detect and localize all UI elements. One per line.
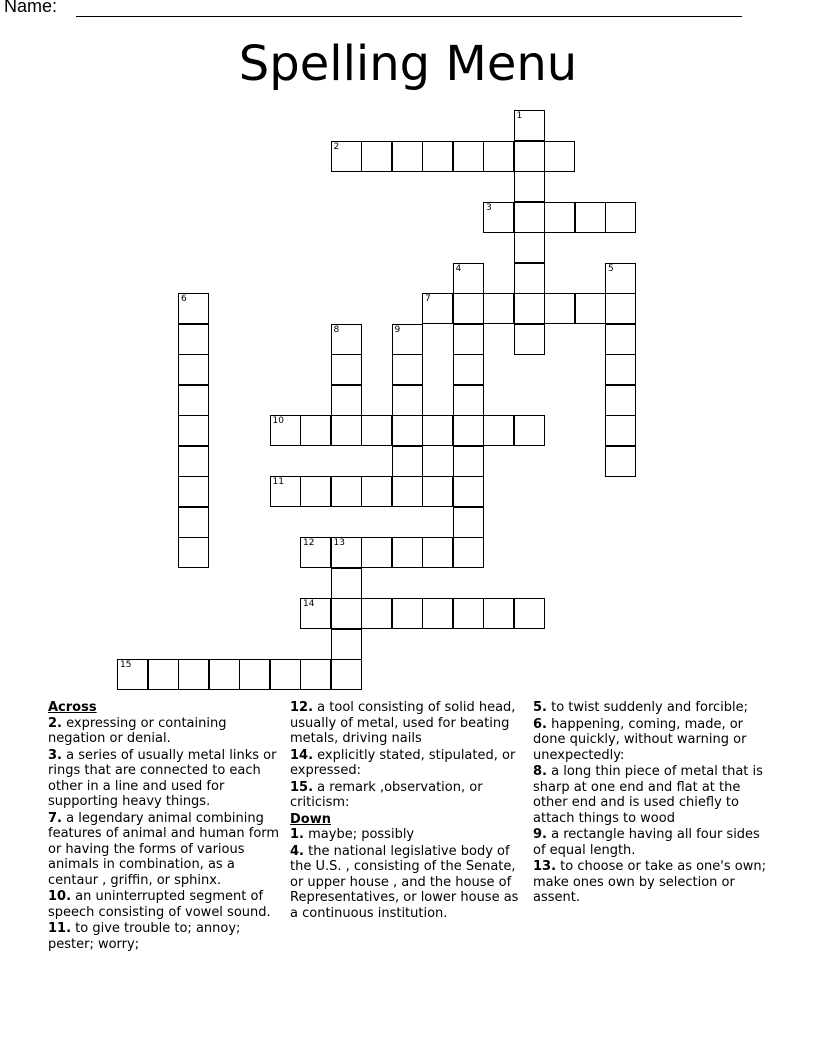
crossword-cell[interactable]	[514, 324, 545, 355]
crossword-cell[interactable]	[514, 171, 545, 202]
crossword-cell[interactable]	[514, 598, 545, 629]
crossword-cell[interactable]	[178, 324, 209, 355]
crossword-cell[interactable]	[331, 537, 362, 568]
crossword-cell[interactable]	[300, 476, 331, 507]
clue-number: 7	[425, 294, 431, 304]
crossword-cell[interactable]	[453, 385, 484, 416]
crossword-cell[interactable]	[239, 659, 270, 690]
crossword-cell[interactable]	[453, 263, 484, 294]
crossword-cell[interactable]	[605, 202, 636, 233]
crossword-cell[interactable]	[453, 598, 484, 629]
crossword-cell[interactable]	[392, 415, 423, 446]
crossword-cell[interactable]	[575, 202, 606, 233]
crossword-cell[interactable]	[605, 263, 636, 294]
crossword-cell[interactable]	[453, 324, 484, 355]
clue-number: 5	[608, 263, 614, 274]
name-label: Name:	[4, 0, 58, 16]
page-title: Spelling Menu	[238, 36, 578, 92]
clue-down-9: 9. a rectangle having all four sides of equal length.	[533, 827, 760, 858]
crossword-cell[interactable]	[178, 476, 209, 507]
crossword-cell[interactable]	[514, 293, 545, 324]
crossword-cell[interactable]	[331, 415, 362, 446]
crossword-cell[interactable]	[514, 202, 545, 233]
crossword-cell[interactable]	[331, 324, 362, 355]
crossword-cell[interactable]	[392, 141, 423, 172]
crossword-cell[interactable]	[178, 385, 209, 416]
crossword-cell[interactable]	[300, 415, 331, 446]
crossword-cell[interactable]	[331, 141, 362, 172]
crossword-cell[interactable]	[331, 354, 362, 385]
clue-across-7: 7. a legendary animal combining features of animal and human form or having the forms of various animals in combination, as a centaur , griffin, or sphinx.	[48, 810, 280, 888]
across-heading: Across	[48, 700, 97, 715]
crossword-cell[interactable]	[178, 659, 209, 690]
crossword-cell[interactable]	[544, 202, 575, 233]
clue-number: 4	[455, 263, 462, 274]
crossword-cell[interactable]	[331, 598, 362, 629]
crossword-cell[interactable]	[453, 415, 484, 446]
crossword-cell[interactable]	[483, 141, 514, 172]
crossword-cell[interactable]	[483, 293, 514, 324]
crossword-cell[interactable]	[270, 415, 301, 446]
crossword-cell[interactable]	[148, 659, 179, 690]
clue-number: 13	[333, 538, 345, 548]
crossword-cell[interactable]	[117, 659, 148, 690]
crossword-cell[interactable]	[361, 415, 392, 446]
clue-number: 6	[181, 294, 187, 304]
clue-number: 3	[486, 202, 492, 213]
crossword-cell[interactable]	[178, 446, 209, 477]
clue-down-4: 4. the national legislative body of the U.S. , consisting of the Senate, or upper house , and the house of Representatives, or lower house as a continuous institution.	[290, 843, 519, 921]
clues-column-1	[48, 700, 284, 953]
crossword-cell[interactable]	[178, 354, 209, 385]
crossword-cell[interactable]	[514, 141, 545, 172]
crossword-cell[interactable]	[514, 232, 545, 263]
crossword-cell[interactable]	[422, 537, 453, 568]
crossword-cell[interactable]	[331, 568, 362, 599]
clue-number: 15	[120, 660, 132, 670]
clue-number: 8	[333, 324, 340, 335]
crossword-cell[interactable]	[361, 476, 392, 507]
clue-across-14: 14. explicitly stated, stipulated, or expressed:	[290, 747, 516, 778]
crossword-cell[interactable]	[453, 537, 484, 568]
clue-down-8: 8. a long thin piece of metal that is sharp at one end and flat at the other end and is used chiefly to attach things to wood	[533, 764, 763, 826]
crossword-cell[interactable]	[544, 293, 575, 324]
crossword-cell[interactable]	[209, 659, 240, 690]
crossword-cell[interactable]	[178, 293, 209, 324]
crossword-cell[interactable]	[453, 446, 484, 477]
clue-number: 11	[272, 477, 284, 487]
clue-number: 12	[303, 538, 315, 548]
crossword-cell[interactable]	[605, 324, 636, 355]
crossword-cell[interactable]	[575, 293, 606, 324]
crossword-cell[interactable]	[392, 598, 423, 629]
crossword-cell[interactable]	[270, 659, 301, 690]
crossword-cell[interactable]	[514, 263, 545, 294]
crossword-cell[interactable]	[300, 659, 331, 690]
crossword-cell[interactable]	[453, 507, 484, 538]
crossword-cell[interactable]	[453, 476, 484, 507]
crossword-cell[interactable]	[361, 537, 392, 568]
crossword-cell[interactable]	[483, 598, 514, 629]
clues-column-3	[533, 700, 769, 907]
crossword-cell[interactable]	[422, 598, 453, 629]
crossword-cell[interactable]	[422, 141, 453, 172]
crossword-cell[interactable]	[331, 385, 362, 416]
crossword-cell[interactable]	[422, 293, 453, 324]
crossword-cell[interactable]	[331, 476, 362, 507]
crossword-cell[interactable]	[178, 507, 209, 538]
crossword-cell[interactable]	[453, 354, 484, 385]
crossword-cell[interactable]	[483, 415, 514, 446]
crossword-cell[interactable]	[300, 598, 331, 629]
crossword-cell[interactable]	[422, 415, 453, 446]
crossword-cell[interactable]	[605, 293, 636, 324]
clue-number: 14	[303, 599, 315, 609]
crossword-cell[interactable]	[605, 354, 636, 385]
clue-down-13: 13. to choose or take as one's own; make ones own by selection or assent.	[533, 859, 766, 905]
clue-across-2: 2. expressing or containing negation or denial.	[48, 715, 227, 746]
clue-down-1: 1. maybe; possibly	[290, 827, 415, 842]
clues-column-2	[290, 700, 522, 922]
down-heading: Down	[290, 811, 331, 827]
crossword-cell[interactable]	[514, 110, 545, 141]
crossword-cell[interactable]	[392, 446, 423, 477]
crossword-cell[interactable]	[605, 446, 636, 477]
clue-number: 2	[333, 141, 340, 152]
clue-across-10: 10. an uninterrupted segment of speech consisting of vowel sound.	[48, 889, 271, 920]
crossword-cell[interactable]	[544, 141, 575, 172]
clue-number: 1	[516, 111, 523, 121]
crossword-cell[interactable]	[453, 293, 484, 324]
crossword-cell[interactable]	[300, 537, 331, 568]
crossword-cell[interactable]	[178, 537, 209, 568]
crossword-cell[interactable]	[605, 385, 636, 416]
clue-across-15: 15. a remark ,observation, or criticism:	[290, 779, 483, 810]
crossword-cell[interactable]	[361, 598, 392, 629]
crossword-cell[interactable]	[331, 629, 362, 660]
crossword-cell[interactable]	[331, 659, 362, 690]
crossword-cell[interactable]	[178, 415, 209, 446]
crossword-cell[interactable]	[392, 476, 423, 507]
crossword-cell[interactable]	[392, 324, 423, 355]
crossword-cell[interactable]	[453, 141, 484, 172]
clue-across-11: 11. to give trouble to; annoy; pester; worry;	[48, 921, 241, 952]
crossword-cell[interactable]	[422, 476, 453, 507]
crossword-cell[interactable]	[605, 415, 636, 446]
crossword-cell[interactable]	[270, 476, 301, 507]
clue-across-12: 12. a tool consisting of solid head, usually of metal, used for beating metals, driving nails	[290, 700, 516, 746]
crossword-cell[interactable]	[361, 141, 392, 172]
crossword-cell[interactable]	[514, 415, 545, 446]
clue-across-3: 3. a series of usually metal links or rings that are connected to each other in a line and used for supporting heavy things.	[48, 747, 277, 809]
clue-down-5: 5. to twist suddenly and forcible;	[533, 700, 749, 715]
clue-number: 10	[272, 416, 284, 426]
crossword-cell[interactable]	[392, 537, 423, 568]
crossword-cell[interactable]	[392, 385, 423, 416]
crossword-cell[interactable]	[483, 202, 514, 233]
clue-number: 9	[394, 324, 401, 335]
crossword-cell[interactable]	[392, 354, 423, 385]
clue-down-6: 6. happening, coming, made, or done quickly, without warning or unexpectedly:	[533, 716, 747, 763]
